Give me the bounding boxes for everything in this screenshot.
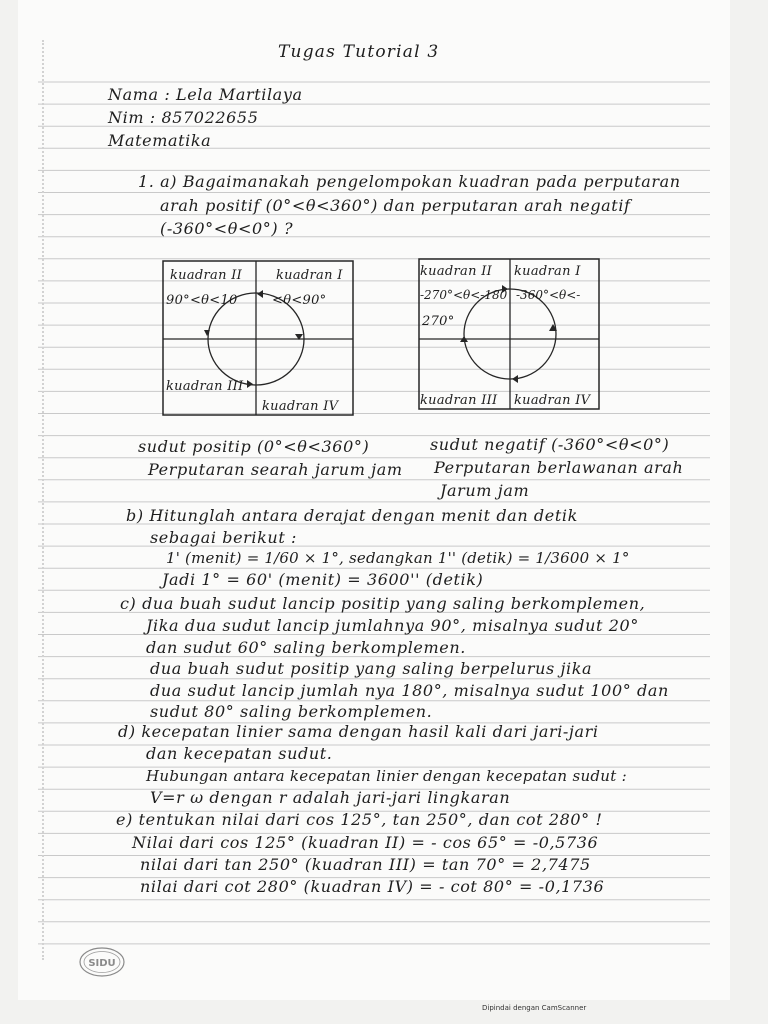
right-k1-range: -360°<θ<-: [516, 288, 581, 302]
right-k3-label: kuadran III: [420, 393, 498, 408]
margin-dots: [42, 40, 46, 960]
left-k3-label: kuadran III: [166, 379, 244, 394]
nim-line: Nim : 857022655: [108, 108, 259, 127]
left-k4-label: kuadran IV: [262, 399, 339, 414]
left-k2-label: kuadran II: [170, 268, 243, 283]
stamp-text: SIDU: [88, 958, 116, 969]
q1c-line-2: Jika dua sudut lancip jumlahnya 90°, misalnya sudut 20°: [146, 616, 639, 635]
caption-jarum-jam: Jarum jam: [440, 481, 530, 500]
q1e-line-4: nilai dari cot 280° (kuadran IV) = - cot 80° = -0,1736: [140, 877, 605, 896]
q1c-line-4: dua buah sudut positip yang saling berpelurus jika: [150, 659, 593, 678]
caption-negative: sudut negatif (-360°<θ<0°): [430, 435, 670, 454]
q1e-line-3: nilai dari tan 250° (kuadran III) = tan 70° = 2,7475: [140, 855, 591, 874]
q1b-line-2: sebagai berikut :: [150, 528, 298, 547]
caption-counterclockwise: Perputaran berlawanan arah: [434, 458, 684, 477]
q1e-line-2: Nilai dari cos 125° (kuadran II) = - cos 65° = -0,5736: [132, 833, 599, 852]
q1d-line-2: dan kecepatan sudut.: [146, 744, 333, 763]
right-k2-range: -270°<θ<-180: [420, 288, 508, 302]
q1a-line-2: arah positif (0°<θ<360°) dan perputaran arah negatif: [160, 196, 631, 215]
arrow-icon: [257, 290, 263, 298]
arrow-icon: [204, 330, 210, 336]
q1b-line-1: b) Hitunglah antara derajat dengan menit dan detik: [126, 506, 578, 525]
right-k2-label: kuadran II: [420, 264, 493, 279]
q1d-line-4: V=r ω dengan r adalah jari-jari lingkaran: [150, 788, 511, 807]
arrow-icon: [512, 375, 518, 383]
right-k4-label: kuadran IV: [514, 393, 591, 408]
q1c-line-6: sudut 80° saling berkomplemen.: [150, 702, 433, 721]
q1c-line-5: dua sudut lancip jumlah nya 180°, misalnya sudut 100° dan: [150, 681, 669, 700]
page-title: Tugas Tutorial 3: [278, 42, 440, 62]
q1d-line-3: Hubungan antara kecepatan linier dengan kecepatan sudut :: [146, 767, 628, 785]
name-line: Nama : Lela Martilaya: [108, 85, 303, 104]
q1b-line-3: 1' (menit) = 1/60 × 1°, sedangkan 1'' (detik) = 1/3600 × 1°: [166, 549, 630, 567]
caption-clockwise: Perputaran searah jarum jam: [148, 460, 403, 479]
q1a-line-1: 1. a) Bagaimanakah pengelompokan kuadran pada perputaran: [138, 172, 681, 191]
subject-line: Matematika: [108, 131, 212, 150]
q1d-line-1: d) kecepatan linier sama dengan hasil kali dari jari-jari: [118, 722, 599, 741]
q1a-line-3: (-360°<θ<0°) ?: [160, 219, 294, 238]
left-k1-label: kuadran I: [276, 268, 343, 283]
caption-positive: sudut positip (0°<θ<360°): [138, 437, 370, 456]
sidu-logo: [78, 946, 126, 978]
scanner-footer: Dipindai dengan CamScanner: [482, 1004, 587, 1012]
arrow-icon: [247, 380, 253, 388]
left-k1-range: <θ<90°: [272, 293, 327, 308]
right-270-label: 270°: [422, 314, 455, 329]
q1c-line-3: dan sudut 60° saling berkomplemen.: [146, 638, 466, 657]
right-k1-label: kuadran I: [514, 264, 581, 279]
q1b-line-4: Jadi 1° = 60' (menit) = 3600'' (detik): [162, 570, 484, 589]
q1c-line-1: c) dua buah sudut lancip positip yang saling berkomplemen,: [120, 594, 646, 613]
left-k2-range: 90°<θ<10: [166, 293, 238, 308]
q1e-line-1: e) tentukan nilai dari cos 125°, tan 250°, dan cot 280° !: [116, 810, 603, 829]
